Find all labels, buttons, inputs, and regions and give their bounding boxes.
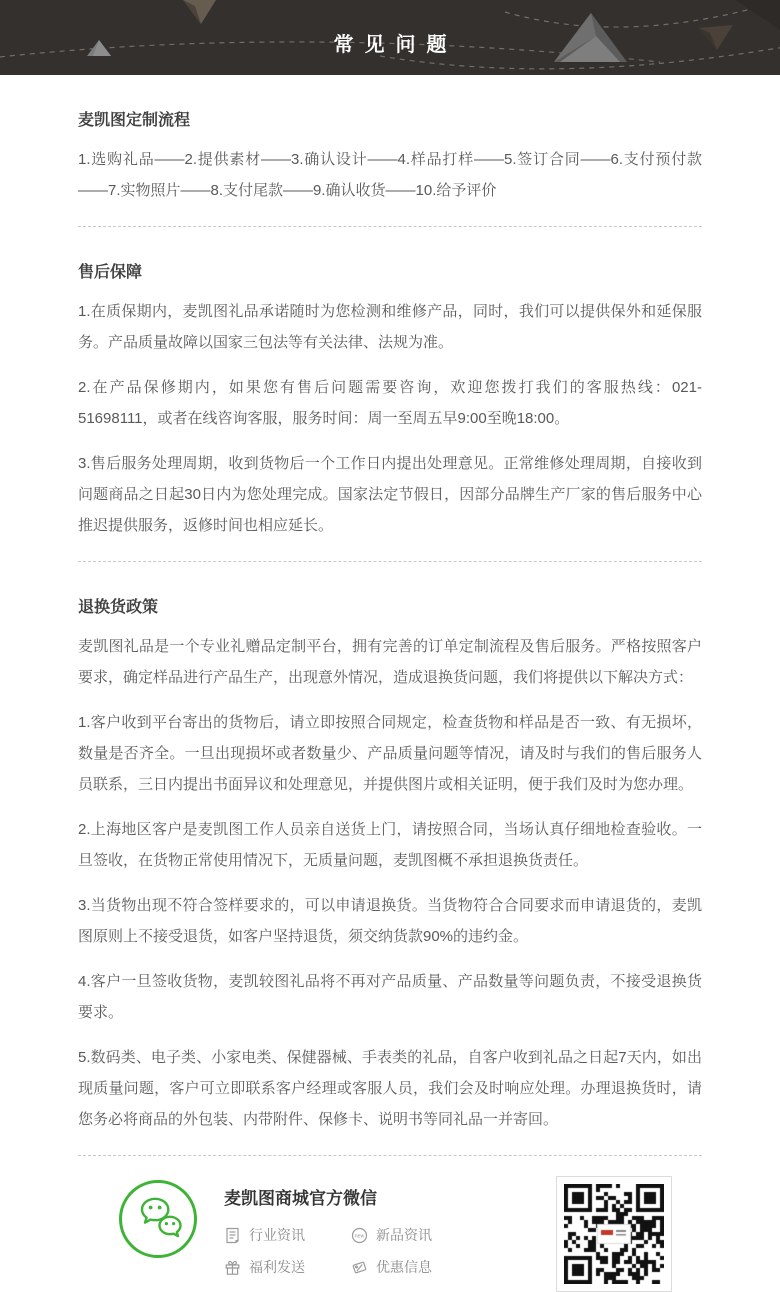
paragraph: 麦凯图礼品是一个专业礼赠品定制平台，拥有完善的订单定制流程及售后服务。严格按照客户要求，确定样品进行产品生产，出现意外情况，造成退换货问题，我们将提供以下解决方式： (78, 638, 702, 686)
paragraph: 4.客户一旦签收货物，麦凯较图礼品将不再对产品质量、产品数量等问题负责，不接受退换货要求。 (78, 973, 702, 1021)
faq-content (0, 75, 780, 1292)
wechat-qr-code (556, 1176, 672, 1292)
feature-benefits (224, 1257, 305, 1277)
feature-label: 新品资讯 (376, 1227, 432, 1243)
coupon-icon (351, 1259, 368, 1276)
feature-discount-info (351, 1257, 432, 1277)
page-header-banner (0, 0, 780, 75)
paragraph: 1.客户收到平台寄出的货物后，请立即按照合同规定，检查货物和样品是否一致、有无损坏，数量是否齐全。一旦出现损坏或者数量少、产品质量问题等情况，请及时与我们的售后服务人员联系，三日内提出书面异议和处理意见，并提供图片或相关证明，便于我们及时为您办理。 (78, 714, 702, 793)
wechat-account-title: 麦凯图商城官方微信 (224, 1189, 377, 1208)
feature-label: 福利发送 (249, 1259, 305, 1275)
paragraph: 2.上海地区客户是麦凯图工作人员亲自送货上门，请按照合同，当场认真仔细地检查验收。一旦签收，在货物正常使用情况下，无质量问题，麦凯图概不承担退换货责任。 (78, 821, 702, 869)
new-badge-icon (351, 1227, 368, 1244)
wechat-info-block (224, 1176, 546, 1277)
feature-label: 行业资讯 (249, 1227, 305, 1243)
paragraph: 2.在产品保修期内，如果您有售后问题需要咨询，欢迎您拨打我们的客服热线：021-51698111，或者在线咨询客服，服务时间：周一至周五早9:00至晚18:00。 (78, 379, 702, 427)
wechat-icon (118, 1179, 198, 1259)
section-custom-process (78, 75, 702, 206)
section-heading: 售后保障 (78, 264, 143, 281)
gift-icon (224, 1259, 241, 1276)
corner-shade-triangle (735, 0, 780, 30)
news-doc-icon (224, 1227, 241, 1244)
paragraph: 5.数码类、电子类、小家电类、保健器械、手表类的礼品，自客户收到礼品之日起7天内，如出现质量问题，客户可立即联系客户经理或客服人员，我们会及时响应处理。办理退换货时，请您务必将商品的外包装、内带附件、保修卡、说明书等同礼品一并寄回。 (78, 1049, 702, 1128)
feature-new-products (351, 1225, 432, 1245)
feature-industry-news (224, 1225, 305, 1245)
section-return-policy (78, 562, 702, 1135)
section-heading: 麦凯图定制流程 (78, 112, 191, 129)
svg-text:new: new (354, 1233, 365, 1240)
feature-label: 优惠信息 (376, 1259, 432, 1275)
paragraph: 1.在质保期内，麦凯图礼品承诺随时为您检测和维修产品，同时，我们可以提供保外和延保服务。产品质量故障以国家三包法等有关法律、法规为准。 (78, 303, 702, 351)
page-title: 常见问题 (333, 34, 458, 56)
paragraph: 3.售后服务处理周期，收到货物后一个工作日内提出处理意见。正常维修处理周期，自接收到问题商品之日起30日内为您处理完成。国家法定节假日，因部分品牌生产厂家的售后服务中心推迟提供服务，返修时间也相应延长。 (78, 455, 702, 534)
section-heading: 退换货政策 (78, 599, 159, 616)
wechat-footer (78, 1156, 702, 1292)
wechat-feature-list (224, 1225, 546, 1277)
process-steps-text: 1.选购礼品——2.提供素材——3.确认设计——4.样品打样——5.签订合同——6.支付预付款——7.实物照片——8.支付尾款——9.确认收货——10.给予评价 (78, 151, 702, 199)
section-after-sales (78, 227, 702, 541)
paragraph: 3.当货物出现不符合签样要求的，可以申请退换货。当货物符合合同要求而申请退货的，麦凯图原则上不接受退货，如客户坚持退货，须交纳货款90%的违约金。 (78, 897, 702, 945)
